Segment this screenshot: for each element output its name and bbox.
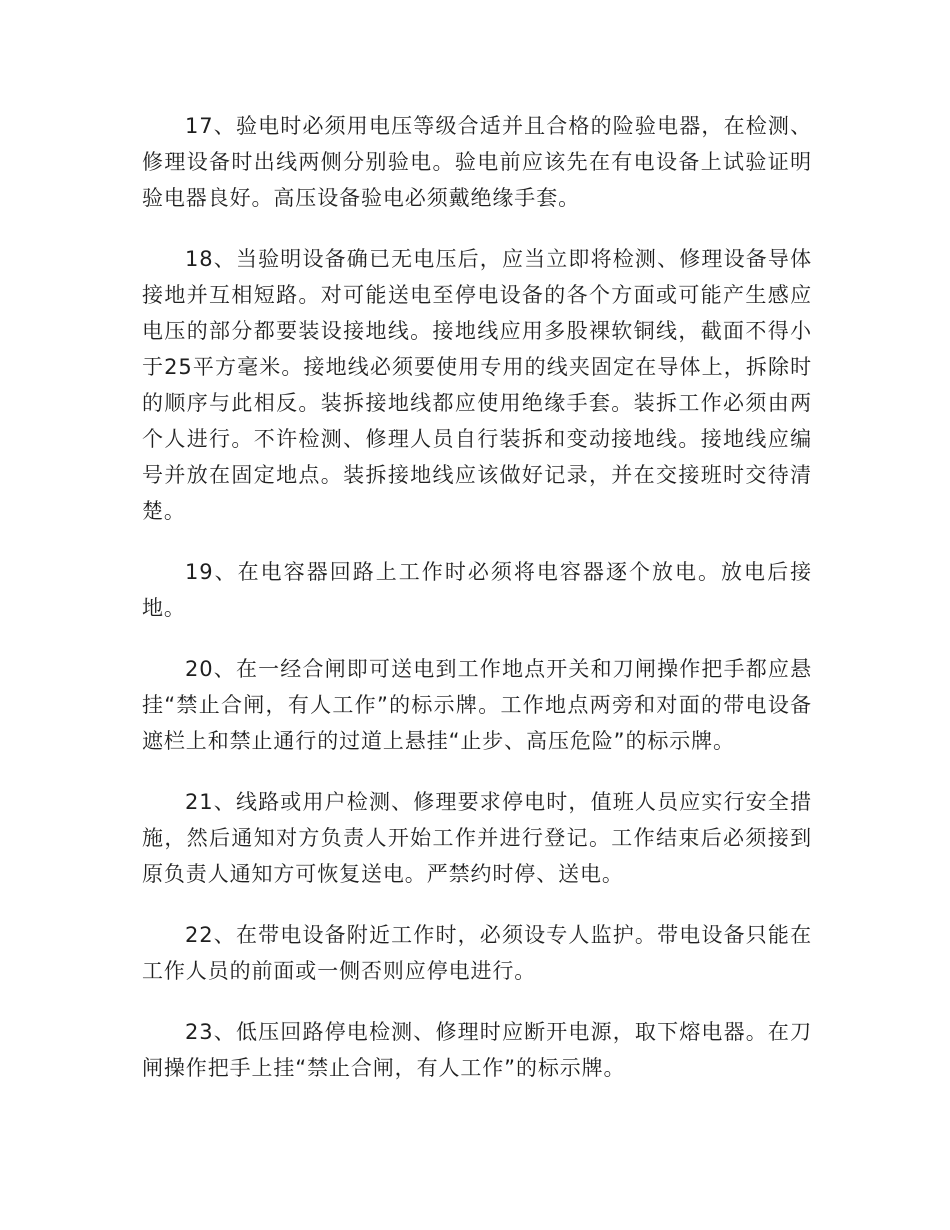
- paragraph-20: 20、在一经合闸即可送电到工作地点开关和刀闸操作把手都应悬挂“禁止合闸，有人工作”的标示牌。工作地点两旁和对面的带电设备遮栏上和禁止通行的过道上悬挂“止步、高压危险”的标示牌。: [142, 657, 812, 753]
- paragraph-17: 17、验电时必须用电压等级合适并且合格的险验电器，在检测、修理设备时出线两侧分别验电。验电前应该先在有电设备上试验证明验电器良好。高压设备验电必须戴绝缘手套。: [142, 114, 812, 210]
- paragraph-23: 23、低压回路停电检测、修理时应断开电源，取下熔电器。在刀闸操作把手上挂“禁止合闸，有人工作”的标示牌。: [142, 1020, 812, 1080]
- paragraph-22: 22、在带电设备附近工作时，必须设专人监护。带电设备只能在工作人员的前面或一侧否则应停电进行。: [142, 923, 812, 983]
- document-body: [142, 108, 812, 1111]
- paragraph-18: 18、当验明设备确已无电压后，应当立即将检测、修理设备导体接地并互相短路。对可能送电至停电设备的各个方面或可能产生感应电压的部分都要装设接地线。接地线应用多股裸软铜线，截面不得小于25平方毫米。接地线必须要使用专用的线夹固定在导体上，拆除时的顺序与此相反。装拆接地线都应使用绝缘手套。装拆工作必须由两个人进行。不许检测、修理人员自行装拆和变动接地线。接地线应编号并放在固定地点。装拆接地线应该做好记录，并在交接班时交待清楚。: [142, 247, 812, 523]
- paragraph-21: 21、线路或用户检测、修理要求停电时，值班人员应实行安全措施，然后通知对方负责人开始工作并进行登记。工作结束后必须接到原负责人通知方可恢复送电。严禁约时停、送电。: [142, 790, 812, 886]
- paragraph-19: 19、在电容器回路上工作时必须将电容器逐个放电。放电后接地。: [142, 560, 812, 620]
